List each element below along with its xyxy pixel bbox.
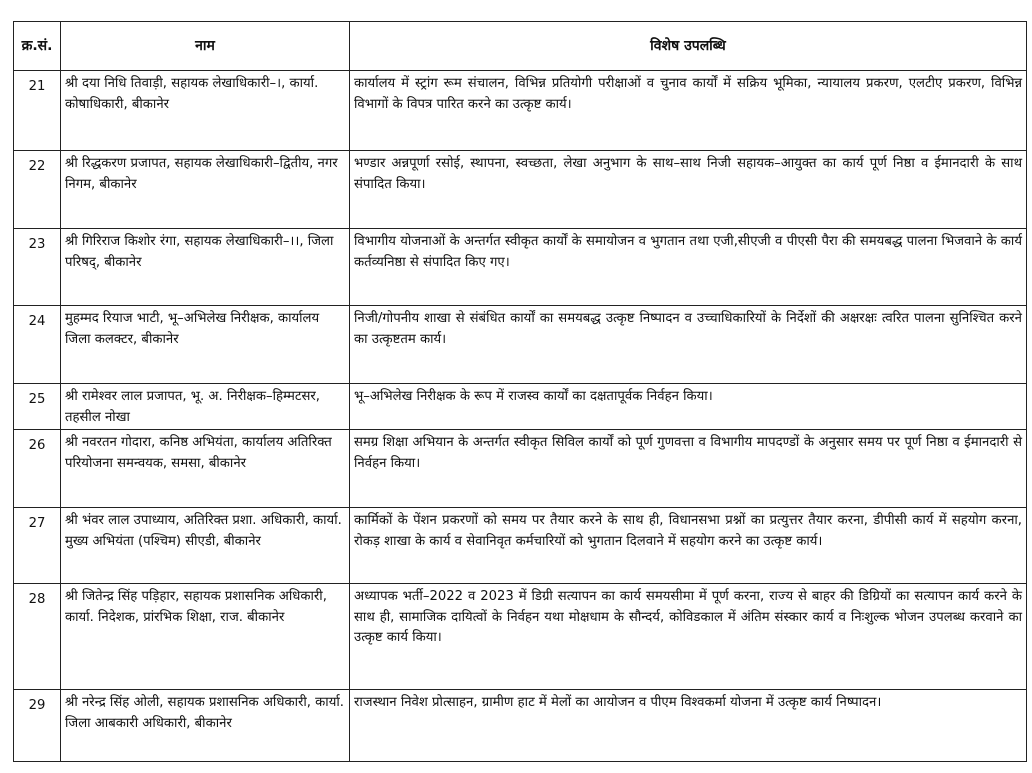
row-name: श्री रिद्धकरण प्रजापत, सहायक लेखाधिकारी–द्वितीय, नगर निगम, बीकानेर — [61, 151, 350, 229]
row-serial: 25 — [14, 384, 61, 430]
row-achievement: कार्मिकों के पेंशन प्रकरणों को समय पर तैयार करने के साथ ही, विधानसभा प्रश्नों का प्रत्युत्तर तैयार करना, डीपीसी कार्य में सहयोग करना, रोकड़ शाखा के कार्य व सेवानिवृत कर्मचारियों को भुगतान दिलवाने में सहयोग करने का उत्कृष्ट कार्य। — [350, 508, 1027, 584]
row-achievement: भू–अभिलेख निरीक्षक के रूप में राजस्व कार्यों का दक्षतापूर्वक निर्वहन किया। — [350, 384, 1027, 430]
row-achievement: अध्यापक भर्ती–2022 व 2023 में डिग्री सत्यापन का कार्य समयसीमा में पूर्ण करना, राज्य से बाहर की डिग्रियों का सत्यापन कार्य करने के साथ ही, सामाजिक दायित्वों के निर्वहन यथा मोक्षधाम के सौन्दर्य, कोविडकाल में अंतिम संस्कार कार्य व निःशुल्क भोजन उपलब्ध करवाने का उत्कृष्ट कार्य किया। — [350, 584, 1027, 690]
row-serial: 24 — [14, 306, 61, 384]
table-row — [14, 584, 1027, 690]
row-serial: 21 — [14, 71, 61, 151]
table-row — [14, 71, 1027, 151]
row-achievement: राजस्थान निवेश प्रोत्साहन, ग्रामीण हाट में मेलों का आयोजन व पीएम विश्वकर्मा योजना में उत्कृष्ट कार्य निष्पादन। — [350, 690, 1027, 762]
row-achievement: निजी/गोपनीय शाखा से संबंधित कार्यों का समयबद्ध उत्कृष्ट निष्पादन व उच्चाधिकारियों के निर्देशों की अक्षरक्षः त्वरित पालना सुनिश्चित करने का उत्कृष्टतम कार्य। — [350, 306, 1027, 384]
row-name: श्री गिरिराज किशोर रंगा, सहायक लेखाधिकारी–।।, जिला परिषद्, बीकानेर — [61, 229, 350, 306]
row-achievement: समग्र शिक्षा अभियान के अन्तर्गत स्वीकृत सिविल कार्यों को पूर्ण गुणवत्ता व विभागीय मापदण्डों के अनुसार समय पर पूर्ण निष्ठा व ईमानदारी से निर्वहन किया। — [350, 430, 1027, 508]
row-name: श्री नवरतन गोदारा, कनिष्ठ अभियंता, कार्यालय अतिरिक्त परियोजना समन्वयक, समसा, बीकानेर — [61, 430, 350, 508]
table-row — [14, 508, 1027, 584]
header-achievement: विशेष उपलब्धि — [350, 22, 1027, 71]
table-header-row — [14, 22, 1027, 71]
row-serial: 26 — [14, 430, 61, 508]
row-name: मुहम्मद रियाज भाटी, भू–अभिलेख निरीक्षक, कार्यालय जिला कलक्टर, बीकानेर — [61, 306, 350, 384]
table-row — [14, 229, 1027, 306]
row-achievement: भण्डार अन्नपूर्णा रसोई, स्थापना, स्वच्छता, लेखा अनुभाग के साथ–साथ निजी सहायक–आयुक्त का कार्य पूर्ण निष्ठा व ईमानदारी के साथ संपादित किया। — [350, 151, 1027, 229]
row-serial: 22 — [14, 151, 61, 229]
row-serial: 28 — [14, 584, 61, 690]
achievement-table — [13, 21, 1027, 762]
table-row — [14, 151, 1027, 229]
table-row — [14, 306, 1027, 384]
row-achievement: कार्यालय में स्ट्रांग रूम संचालन, विभिन्न प्रतियोगी परीक्षाओं व चुनाव कार्यों में सक्रिय भूमिका, न्यायालय प्रकरण, एलटीए प्रकरण, विभिन्न विभागों के विपत्र पारित करने का उत्कृष्ट कार्य। — [350, 71, 1027, 151]
header-name: नाम — [61, 22, 350, 71]
row-serial: 29 — [14, 690, 61, 762]
table-row — [14, 690, 1027, 762]
table-row — [14, 384, 1027, 430]
header-serial: क्र.सं. — [14, 22, 61, 71]
table-row — [14, 430, 1027, 508]
row-achievement: विभागीय योजनाओं के अन्तर्गत स्वीकृत कार्यों के समायोजन व भुगतान तथा एजी,सीएजी व पीएसी पैरा की समयबद्ध पालना भिजवाने के कार्य कर्तव्यनिष्ठा से संपादित किए गए। — [350, 229, 1027, 306]
row-serial: 27 — [14, 508, 61, 584]
award-table-page — [13, 21, 1026, 762]
row-name: श्री नरेन्द्र सिंह ओली, सहायक प्रशासनिक अधिकारी, कार्या. जिला आबकारी अधिकारी, बीकानेर — [61, 690, 350, 762]
row-serial: 23 — [14, 229, 61, 306]
row-name: श्री रामेश्वर लाल प्रजापत, भू. अ. निरीक्षक–हिम्मटसर, तहसील नोखा — [61, 384, 350, 430]
row-name: श्री दया निधि तिवाड़ी, सहायक लेखाधिकारी–।, कार्या. कोषाधिकारी, बीकानेर — [61, 71, 350, 151]
row-name: श्री जितेन्द्र सिंह पड़िहार, सहायक प्रशासनिक अधिकारी, कार्या. निदेशक, प्रांरभिक शिक्षा, राज. बीकानेर — [61, 584, 350, 690]
row-name: श्री भंवर लाल उपाध्याय, अतिरिक्त प्रशा. अधिकारी, कार्या. मुख्य अभियंता (पश्चिम) सीएडी, बीकानेर — [61, 508, 350, 584]
